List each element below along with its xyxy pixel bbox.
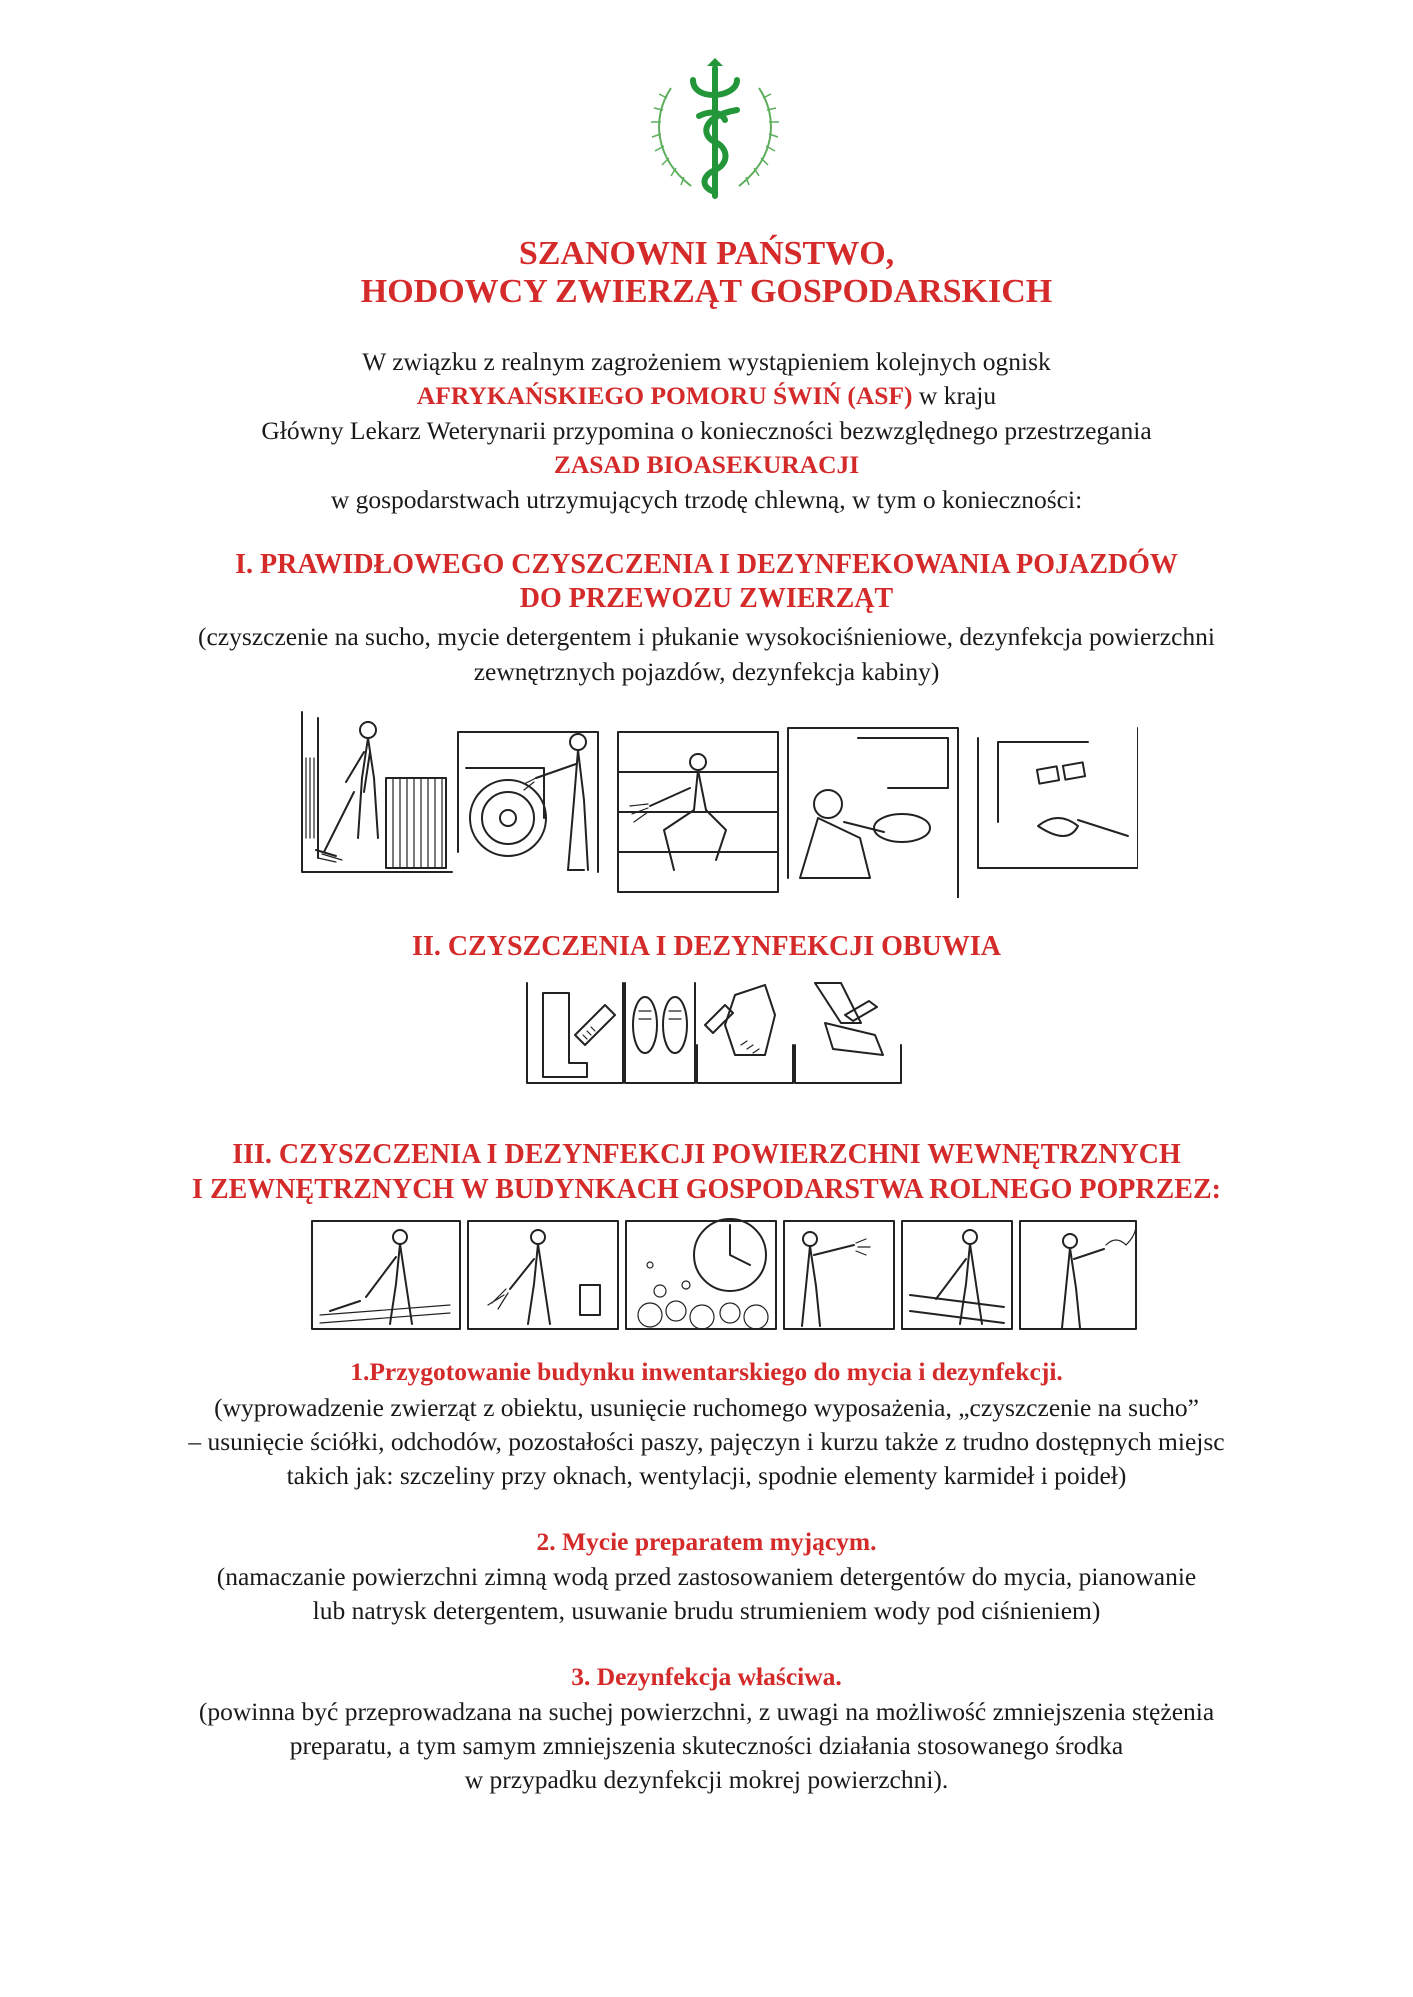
step-3-title: 3. Dezynfekcja właściwa. — [571, 1662, 842, 1691]
section-2-title: II. CZYSZCZENIA I DEZYNFEKCJI OBUWIA — [412, 931, 1001, 962]
heading-line-1: SZANOWNI PAŃSTWO, — [518, 235, 895, 272]
section-1-desc-line-2: zewnętrznych pojazdów, dezynfekcja kabiny) — [473, 657, 940, 686]
boot-cleaning-illustrations — [525, 975, 905, 1095]
step-1-line-2: – usunięcie ściółki, odchodów, pozostałości paszy, pajęczyn i kurzu także z trudno dostępnych miejsc — [188, 1427, 1225, 1456]
section-1-title-line-1: I. PRAWIDŁOWEGO CZYSZCZENIA I DEZYNFEKOWANIA POJAZDÓW — [235, 549, 1178, 580]
step-3-line-2: preparatu, a tym samym zmniejszenia skuteczności działania stosowanego środka — [289, 1731, 1124, 1760]
caduceus-laurel-logo — [641, 58, 789, 206]
step-1-title: 1.Przygotowanie budynku inwentarskiego do mycia i dezynfekcji. — [350, 1357, 1063, 1386]
intro-line-5: w gospodarstwach utrzymujących trzodę chlewną, w tym o konieczności: — [330, 485, 1083, 514]
section-1-desc-line-1: (czyszczenie na sucho, mycie detergentem i płukanie wysokociśnieniowe, dezynfekcja powierzchni — [198, 622, 1215, 651]
vehicle-cleaning-illustrations — [298, 708, 1138, 898]
intro-line-3: Główny Lekarz Weterynarii przypomina o konieczności bezwzględnego przestrzegania — [261, 416, 1152, 445]
step-1-line-3: takich jak: szczeliny przy oknach, wentylacji, spodnie elementy karmideł i poideł) — [286, 1461, 1127, 1490]
heading-line-2: HODOWCY ZWIERZĄT GOSPODARSKICH — [360, 273, 1053, 310]
section-3-title-line-2: I ZEWNĘTRZNYCH W BUDYNKACH GOSPODARSTWA ROLNEGO POPRZEZ: — [192, 1174, 1221, 1205]
step-3-line-1: (powinna być przeprowadzana na suchej powierzchni, z uwagi na możliwość zmniejszenia stężenia — [198, 1697, 1215, 1726]
step-3-line-3: w przypadku dezynfekcji mokrej powierzchni). — [464, 1765, 949, 1794]
intro-line-1: W związku z realnym zagrożeniem wystąpieniem kolejnych ognisk — [362, 347, 1051, 376]
section-1-title-line-2: DO PRZEWOZU ZWIERZĄT — [519, 583, 894, 614]
step-2-title: 2. Mycie preparatem myjącym. — [536, 1527, 877, 1556]
building-cleaning-illustrations — [310, 1215, 1140, 1335]
bioasekuracja-highlight: ZASAD BIOASEKURACJI — [553, 450, 860, 479]
asf-highlight: AFRYKAŃSKIEGO POMORU ŚWIŃ (ASF) — [416, 381, 913, 410]
step-2-line-1: (namaczanie powierzchni zimną wodą przed zastosowaniem detergentów do mycia, pianowanie — [216, 1562, 1197, 1591]
step-1-line-1: (wyprowadzenie zwierząt z obiektu, usunięcie ruchomego wyposażenia, „czyszczenie na sucho” — [214, 1393, 1199, 1422]
intro-line-2 — [0, 379, 1413, 413]
section-3-title-line-1: III. CZYSZCZENIA I DEZYNFEKCJI POWIERZCHNI WEWNĘTRZNYCH — [232, 1139, 1181, 1170]
intro-line-2-rest: w kraju — [912, 381, 997, 410]
step-2-line-2: lub natrysk detergentem, usuwanie brudu strumieniem wody pod ciśnieniem) — [312, 1596, 1101, 1625]
